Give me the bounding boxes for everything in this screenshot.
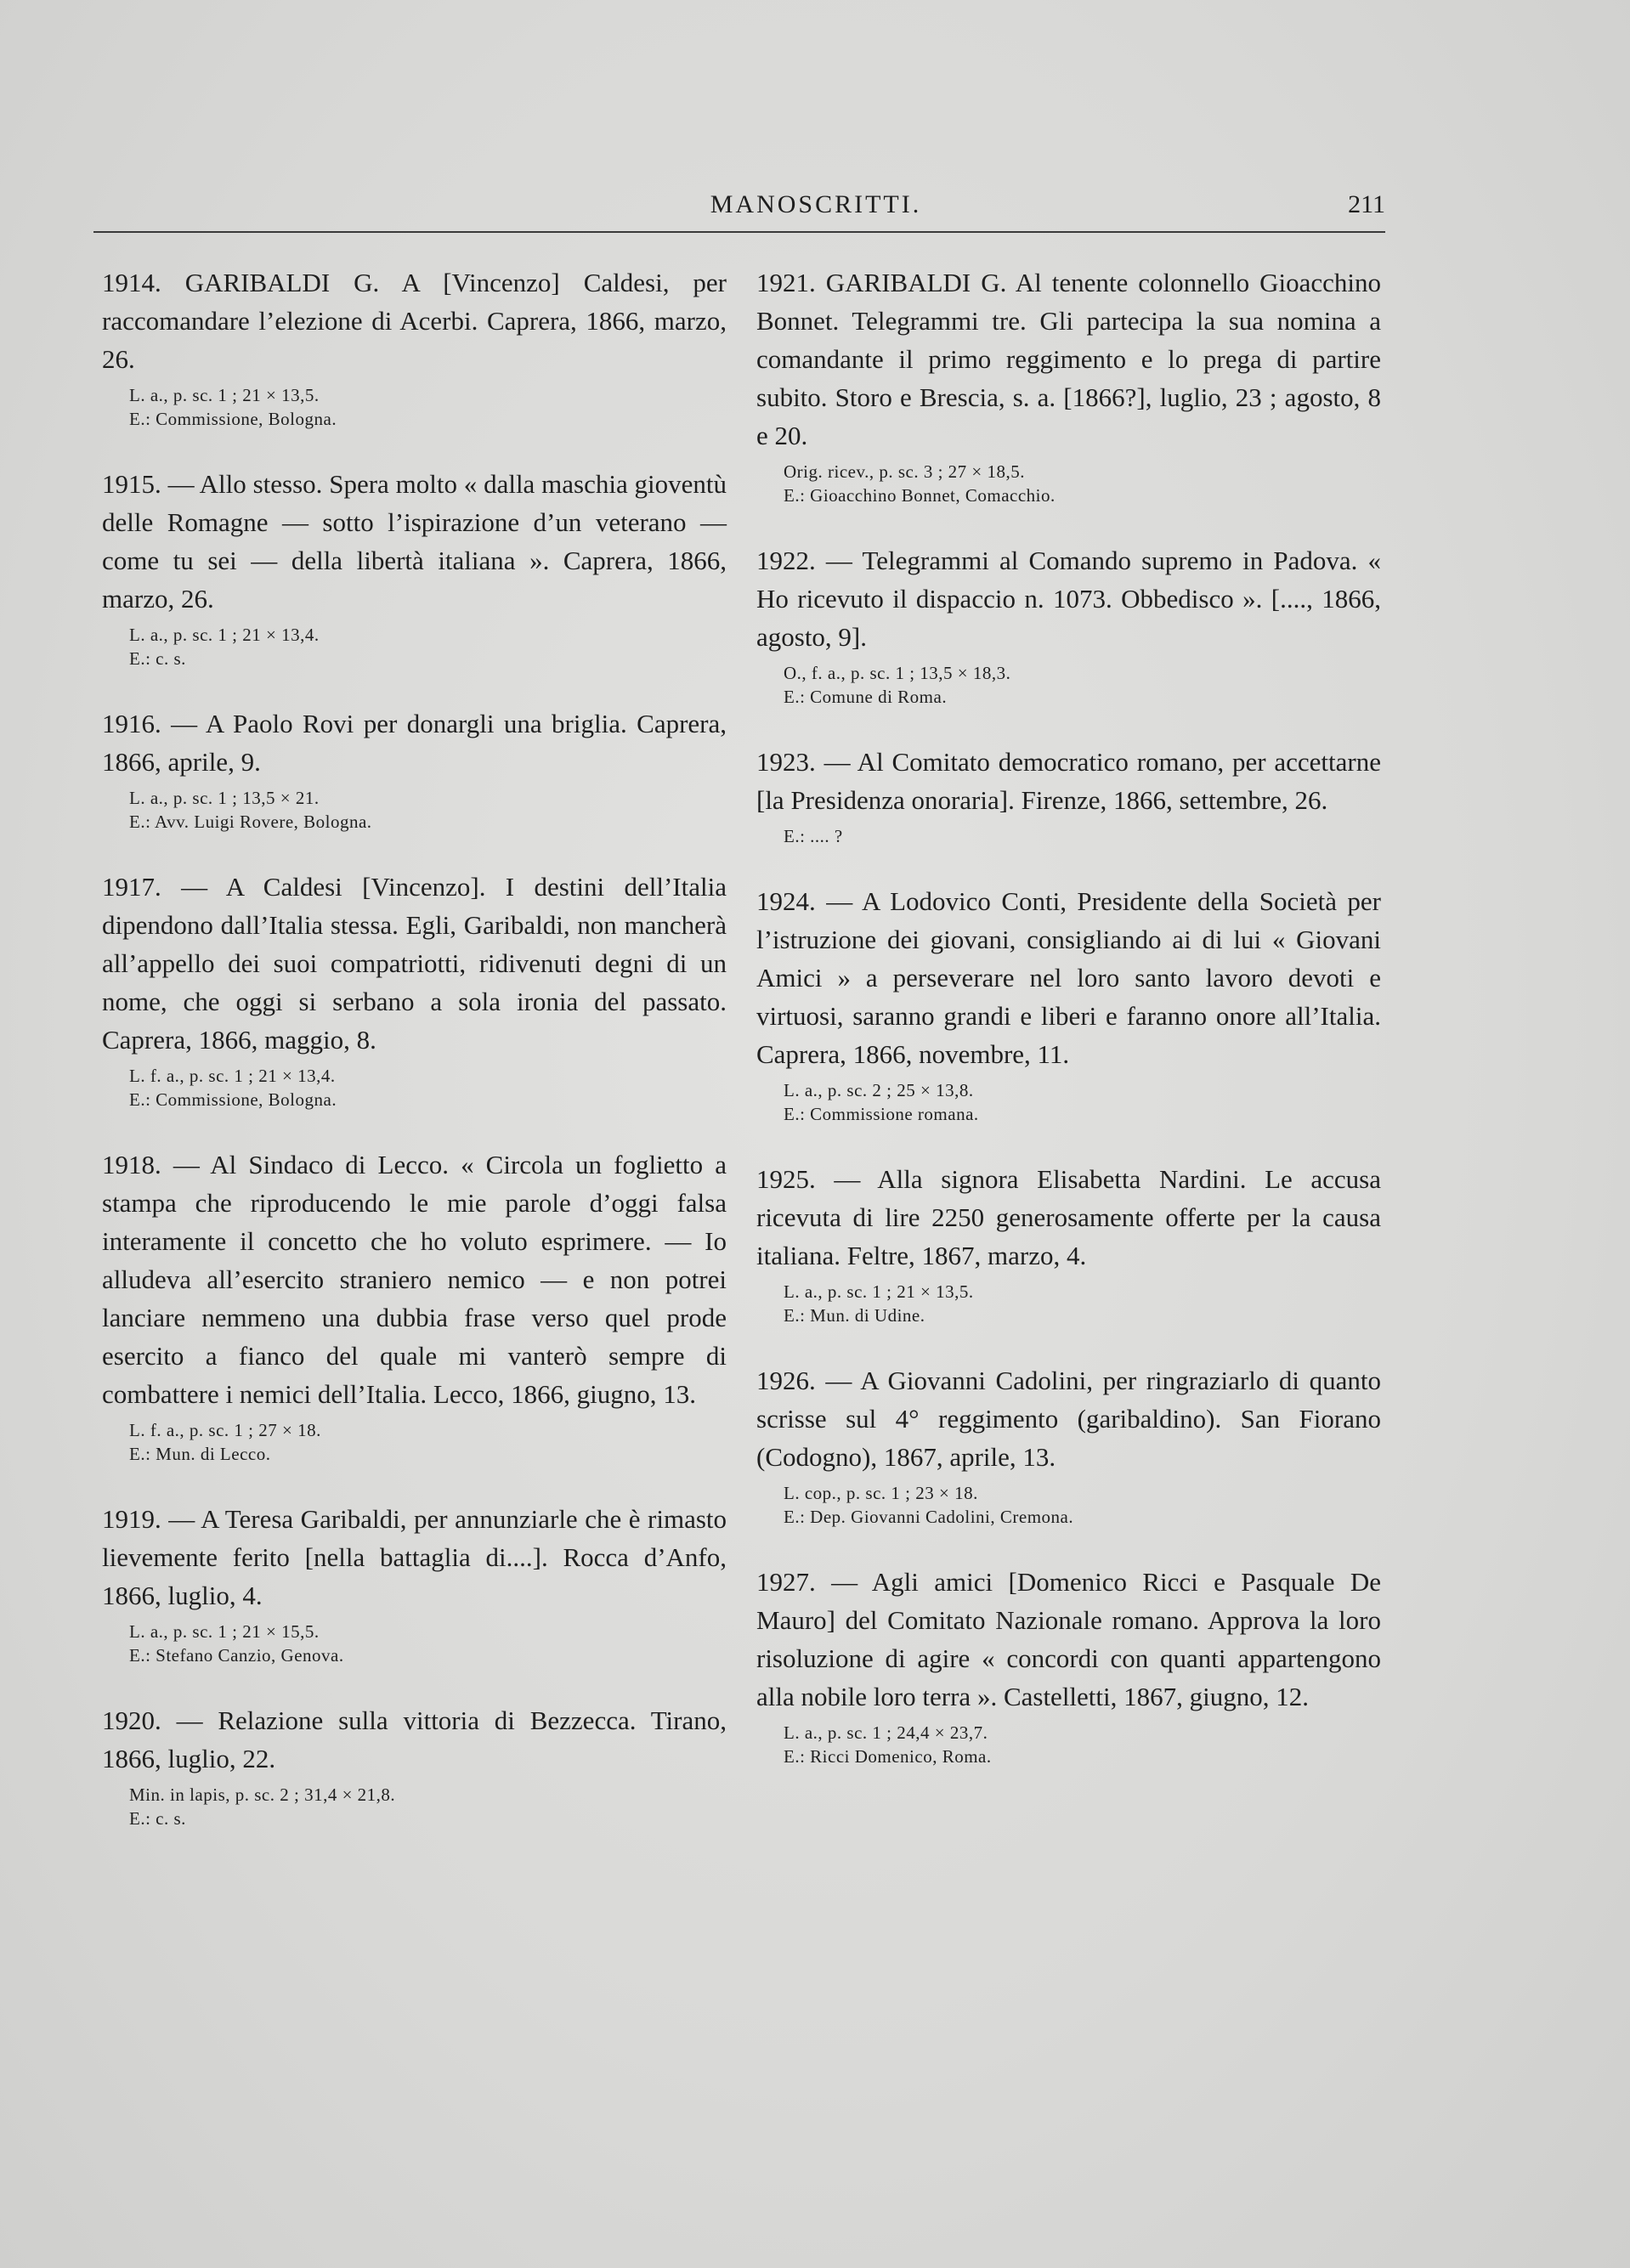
physical-description: Orig. ricev., p. sc. 3 ; 27 × 18,5. (784, 461, 1026, 482)
exhibitor: E.: Mun. di Udine. (784, 1305, 925, 1326)
entry-text (756, 1563, 1381, 1716)
entry-text (756, 541, 1381, 656)
entry-text (102, 1145, 727, 1413)
entry-metadata (129, 1418, 727, 1466)
catalog-entry (102, 704, 727, 834)
entry-text (756, 1160, 1381, 1275)
catalog-entry (756, 743, 1381, 848)
entry-metadata (129, 383, 727, 431)
header-rule (93, 231, 1385, 233)
entry-number: 1919. (102, 1504, 161, 1534)
entry-number: 1927. (756, 1567, 816, 1597)
entry-metadata (784, 1280, 1381, 1327)
exhibitor: E.: Commissione romana. (784, 1104, 979, 1124)
entry-metadata (784, 661, 1381, 709)
entry-text (756, 1361, 1381, 1476)
exhibitor: E.: Commissione, Bologna. (129, 1089, 337, 1110)
entry-metadata (784, 460, 1381, 507)
entry-metadata (129, 1783, 727, 1830)
catalog-entry (756, 1361, 1381, 1529)
entry-description: — A Caldesi [Vincenzo]. I destini dell’Italia dipendono dall’Italia stessa. Egli, Garibaldi, non mancherà all’appello dei suoi compatriotti, ridivenuti degni di un nome, che oggi si serbano a sola ironia del passato. Caprera, 1866, maggio, 8. (102, 872, 727, 1055)
entry-text (102, 465, 727, 618)
entry-text (102, 704, 727, 781)
entry-metadata (129, 1064, 727, 1111)
entry-description: — Agli amici [Domenico Ricci e Pasquale De Mauro] del Comitato Nazionale romano. Approva la loro risoluzione di agire « concordi con quanti appartengono alla nobile loro terra ». Castelletti, 1867, giugno, 12. (756, 1567, 1381, 1711)
exhibitor: E.: Stefano Canzio, Genova. (129, 1645, 344, 1666)
entry-description: — A Paolo Rovi per donargli una briglia. Caprera, 1866, aprile, 9. (102, 709, 727, 777)
entry-metadata (784, 1078, 1381, 1126)
entry-description: — A Teresa Garibaldi, per annunziarle che è rimasto lievemente ferito [nella battaglia di....]. Rocca d’Anfo, 1866, luglio, 4. (102, 1504, 727, 1610)
entry-text (102, 1701, 727, 1778)
catalog-entry (756, 263, 1381, 507)
entry-number: 1918. (102, 1150, 161, 1179)
catalog-entry (102, 1701, 727, 1830)
entry-metadata (129, 786, 727, 834)
entry-description: — Relazione sulla vittoria di Bezzecca. Tirano, 1866, luglio, 22. (102, 1705, 727, 1773)
catalog-entry (756, 541, 1381, 709)
catalog-entry (756, 1563, 1381, 1768)
physical-description: L. f. a., p. sc. 1 ; 21 × 13,4. (129, 1066, 336, 1086)
catalog-entry (756, 1160, 1381, 1327)
physical-description: L. a., p. sc. 1 ; 13,5 × 21. (129, 788, 320, 808)
entry-number: 1925. (756, 1164, 816, 1194)
entry-description: — Alla signora Elisabetta Nardini. Le accusa ricevuta di lire 2250 generosamente offerte per la causa italiana. Feltre, 1867, marzo, 4. (756, 1164, 1381, 1270)
catalog-entry (102, 465, 727, 670)
exhibitor: E.: Ricci Domenico, Roma. (784, 1746, 992, 1767)
left-column (102, 263, 727, 1864)
entry-number: 1921. (756, 268, 816, 297)
entry-number: 1924. (756, 886, 816, 916)
right-column (756, 263, 1381, 1802)
exhibitor: E.: Mun. di Lecco. (129, 1444, 271, 1464)
exhibitor: E.: c. s. (129, 1808, 186, 1829)
exhibitor: E.: .... ? (784, 826, 843, 846)
entry-number: 1914. (102, 268, 161, 297)
physical-description: L. a., p. sc. 2 ; 25 × 13,8. (784, 1080, 974, 1100)
entry-number: 1926. (756, 1366, 816, 1395)
entry-number: 1916. (102, 709, 161, 738)
entry-description: — A Lodovico Conti, Presidente della Società per l’istruzione dei giovani, consigliando ai di lui « Giovani Amici » a perseverare nel loro santo lavoro devoti e virtuosi, saranno grandi e liberi e faranno onore all’Italia. Caprera, 1866, novembre, 11. (756, 886, 1381, 1069)
exhibitor: E.: c. s. (129, 648, 186, 669)
page-header (93, 178, 1385, 238)
entry-description: GARIBALDI G. A [Vincenzo] Caldesi, per raccomandare l’elezione di Acerbi. Caprera, 1866, marzo, 26. (102, 268, 727, 374)
exhibitor: E.: Avv. Luigi Rovere, Bologna. (129, 812, 372, 832)
entry-number: 1920. (102, 1705, 161, 1735)
catalog-entry (102, 1500, 727, 1667)
entry-text (756, 882, 1381, 1073)
physical-description: L. a., p. sc. 1 ; 21 × 13,5. (129, 385, 320, 405)
entry-metadata (784, 1481, 1381, 1529)
catalog-entry (102, 868, 727, 1111)
entry-description: — Telegrammi al Comando supremo in Padova. « Ho ricevuto il dispaccio n. 1073. Obbedisco ». [...., 1866, agosto, 9]. (756, 546, 1381, 652)
entry-text (756, 263, 1381, 455)
physical-description: L. a., p. sc. 1 ; 21 × 15,5. (129, 1621, 320, 1642)
entry-text (102, 1500, 727, 1615)
physical-description: O., f. a., p. sc. 1 ; 13,5 × 18,3. (784, 663, 1011, 683)
exhibitor: E.: Gioacchino Bonnet, Comacchio. (784, 485, 1056, 506)
physical-description: L. a., p. sc. 1 ; 21 × 13,5. (784, 1281, 974, 1302)
entry-text (756, 743, 1381, 819)
entry-description: — Al Sindaco di Lecco. « Circola un foglietto a stampa che riproducendo le mie parole d’oggi falsa interamente il concetto che ho voluto esprimere. — Io alludeva all’esercito straniero nemico — e non potrei lanciare nemmeno una dubbia frase verso quel prode esercito a fianco del quale mi vanterò sempre di combattere i nemici dell’Italia. Lecco, 1866, giugno, 13. (102, 1150, 727, 1409)
entry-number: 1923. (756, 747, 816, 777)
entry-metadata (784, 1721, 1381, 1768)
entry-description: — Al Comitato democratico romano, per accettarne [la Presidenza onoraria]. Firenze, 1866, settembre, 26. (756, 747, 1382, 815)
physical-description: Min. in lapis, p. sc. 2 ; 31,4 × 21,8. (129, 1784, 396, 1805)
entry-metadata (129, 623, 727, 670)
physical-description: L. a., p. sc. 1 ; 21 × 13,4. (129, 625, 320, 645)
entry-number: 1922. (756, 546, 816, 575)
entry-number: 1917. (102, 872, 161, 902)
entry-description: — Allo stesso. Spera molto « dalla maschia gioventù delle Romagne — sotto l’ispirazione d’un veterano — come tu sei — della libertà italiana ». Caprera, 1866, marzo, 26. (102, 469, 727, 614)
catalog-entry (756, 882, 1381, 1126)
physical-description: L. cop., p. sc. 1 ; 23 × 18. (784, 1483, 978, 1503)
entry-description: — A Giovanni Cadolini, per ringraziarlo di quanto scrisse sul 4° reggimento (garibaldino). San Fiorano (Codogno), 1867, aprile, 13. (756, 1366, 1381, 1472)
entry-number: 1915. (102, 469, 161, 499)
entry-description: GARIBALDI G. Al tenente colonnello Gioacchino Bonnet. Telegrammi tre. Gli partecipa la sua nomina a comandante il primo reggimento e lo prega di partire subito. Storo e Brescia, s. a. [1866?], luglio, 23 ; agosto, 8 e 20. (756, 268, 1381, 450)
physical-description: L. a., p. sc. 1 ; 24,4 × 23,7. (784, 1722, 988, 1743)
catalog-entry (102, 263, 727, 431)
page-number: 211 (1348, 190, 1385, 218)
entry-text (102, 868, 727, 1059)
exhibitor: E.: Dep. Giovanni Cadolini, Cremona. (784, 1507, 1074, 1527)
exhibitor: E.: Commissione, Bologna. (129, 409, 337, 429)
exhibitor: E.: Comune di Roma. (784, 687, 948, 707)
running-title: MANOSCRITTI. (710, 190, 922, 218)
physical-description: L. f. a., p. sc. 1 ; 27 × 18. (129, 1420, 321, 1440)
entry-text (102, 263, 727, 378)
catalog-entry (102, 1145, 727, 1466)
entry-metadata (129, 1620, 727, 1667)
entry-metadata (784, 824, 1381, 848)
